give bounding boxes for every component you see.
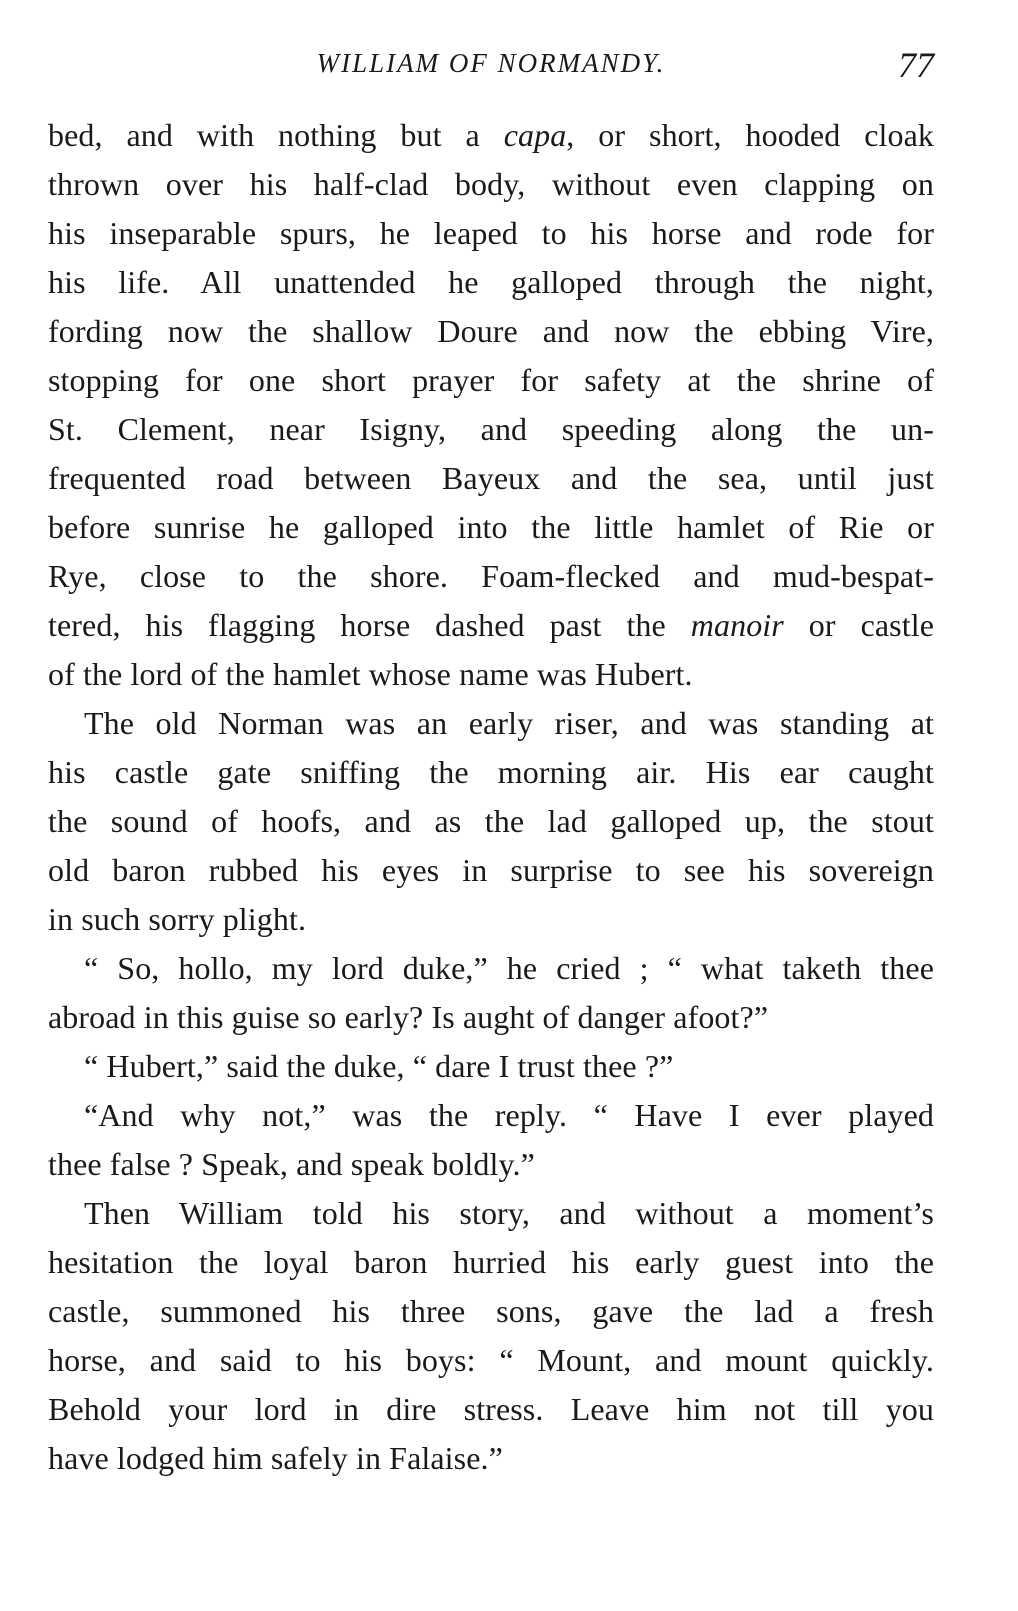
text-line <box>48 1336 934 1385</box>
italic-word: manoir <box>690 607 784 643</box>
text-segment: “ Hubert,” said the duke, “ dare I trust thee ?” <box>84 1048 674 1084</box>
italic-word: capa <box>503 117 567 153</box>
text-segment: St. Clement, near Isigny, and speeding along the un- <box>48 411 934 447</box>
text-segment: his inseparable spurs, he leaped to his horse and rode for <box>48 215 934 251</box>
text-line <box>48 797 934 846</box>
text-segment: the sound of hoofs, and as the lad galloped up, the stout <box>48 803 934 839</box>
text-line <box>48 356 934 405</box>
text-line <box>48 111 934 160</box>
text-line <box>48 650 934 699</box>
text-line <box>48 846 934 895</box>
text-segment: his life. All unattended he galloped through the night, <box>48 264 934 300</box>
text-segment: tered, his flagging horse dashed past the <box>48 607 691 643</box>
text-line <box>48 258 934 307</box>
text-line <box>48 307 934 356</box>
text-segment: in such sorry plight. <box>48 901 307 937</box>
text-segment: Behold your lord in dire stress. Leave him not till you <box>48 1391 934 1427</box>
text-segment: , or short, hooded cloak <box>566 117 934 153</box>
page-number: 77 <box>898 45 934 85</box>
body-text <box>48 111 934 1483</box>
text-segment: stopping for one short prayer for safety at the shrine of <box>48 362 934 398</box>
text-line <box>48 748 934 797</box>
text-line <box>48 601 934 650</box>
text-segment: have lodged him safely in Falaise.” <box>48 1440 503 1476</box>
text-line <box>48 405 934 454</box>
text-segment: abroad in this guise so early? Is aught of danger afoot?” <box>48 999 769 1035</box>
text-segment: frequented road between Bayeux and the sea, until just <box>48 460 934 496</box>
text-line <box>48 1091 934 1140</box>
text-segment: fording now the shallow Doure and now the ebbing Vire, <box>48 313 934 349</box>
text-line <box>48 1238 934 1287</box>
text-segment: “And why not,” was the reply. “ Have I ever played <box>84 1097 934 1133</box>
text-line <box>48 699 934 748</box>
text-segment: of the lord of the hamlet whose name was Hubert. <box>48 656 693 692</box>
text-segment: old baron rubbed his eyes in surprise to see his sovereign <box>48 852 934 888</box>
running-head <box>48 44 934 94</box>
text-line <box>48 1385 934 1434</box>
text-segment: his castle gate sniffing the morning air. His ear caught <box>48 754 934 790</box>
text-segment: Rye, close to the shore. Foam-flecked and mud-bespat- <box>48 558 934 594</box>
text-line <box>48 1434 934 1483</box>
paragraph <box>48 944 934 1042</box>
paragraph <box>48 1042 934 1091</box>
text-segment: The old Norman was an early riser, and was standing at <box>84 705 934 741</box>
paragraph <box>48 699 934 944</box>
text-segment: castle, summoned his three sons, gave the lad a fresh <box>48 1293 934 1329</box>
paragraph <box>48 1091 934 1189</box>
text-segment: thee false ? Speak, and speak boldly.” <box>48 1146 535 1182</box>
text-line <box>48 895 934 944</box>
text-segment: hesitation the loyal baron hurried his early guest into the <box>48 1244 934 1280</box>
text-segment: before sunrise he galloped into the little hamlet of Rie or <box>48 509 934 545</box>
text-line <box>48 454 934 503</box>
text-line <box>48 1042 934 1091</box>
text-line <box>48 552 934 601</box>
text-line <box>48 993 934 1042</box>
paragraph <box>48 111 934 699</box>
text-segment: bed, and with nothing but a <box>48 117 504 153</box>
text-line <box>48 503 934 552</box>
paragraph <box>48 1189 934 1483</box>
text-segment: horse, and said to his boys: “ Mount, and mount quickly. <box>48 1342 934 1378</box>
text-line <box>48 944 934 993</box>
text-line <box>48 1140 934 1189</box>
text-line <box>48 1287 934 1336</box>
text-line <box>48 1189 934 1238</box>
text-segment: “ So, hollo, my lord duke,” he cried ; “ what taketh thee <box>84 950 934 986</box>
text-line <box>48 160 934 209</box>
text-segment: thrown over his half-clad body, without even clapping on <box>48 166 934 202</box>
running-title: WILLIAM OF NORMANDY. <box>316 48 666 78</box>
text-segment: or castle <box>783 607 935 643</box>
text-segment: Then William told his story, and without a moment’s <box>84 1195 934 1231</box>
text-line <box>48 209 934 258</box>
